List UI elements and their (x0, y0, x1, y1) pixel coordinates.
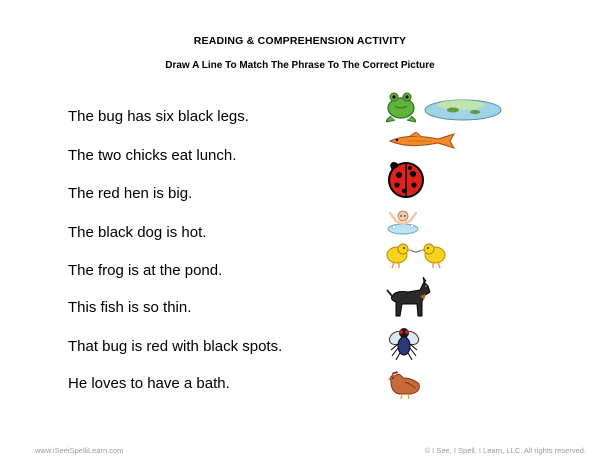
phrase-7: That bug is red with black spots. (68, 338, 283, 355)
fly-icon (386, 324, 422, 362)
phrase-5: The frog is at the pond. (68, 262, 223, 279)
phrase-3: The red hen is big. (68, 185, 193, 202)
frog-pond-icon (383, 88, 503, 124)
dog-icon (386, 276, 434, 318)
ladybug-icon (384, 158, 426, 200)
phrase-8: He loves to have a bath. (68, 375, 230, 392)
phrase-4: The black dog is hot. (68, 224, 207, 241)
two-chicks-icon (384, 240, 448, 270)
instructions: Draw A Line To Match The Phrase To The Correct Picture (165, 60, 435, 71)
phrase-6: This fish is so thin. (68, 299, 192, 316)
baby-bath-icon (386, 207, 420, 235)
page-title: READING & COMPREHENSION ACTIVITY (193, 35, 407, 47)
phrase-1: The bug has six black legs. (68, 108, 249, 125)
footer-copyright: © I See, I Spell, I Learn, LLC. All rights reserved. (424, 446, 586, 455)
fish-icon (388, 132, 458, 150)
phrase-2: The two chicks eat lunch. (68, 147, 237, 164)
footer-website: www.iSeeiSpelliLearn.com (35, 446, 124, 455)
hen-icon (387, 368, 423, 400)
